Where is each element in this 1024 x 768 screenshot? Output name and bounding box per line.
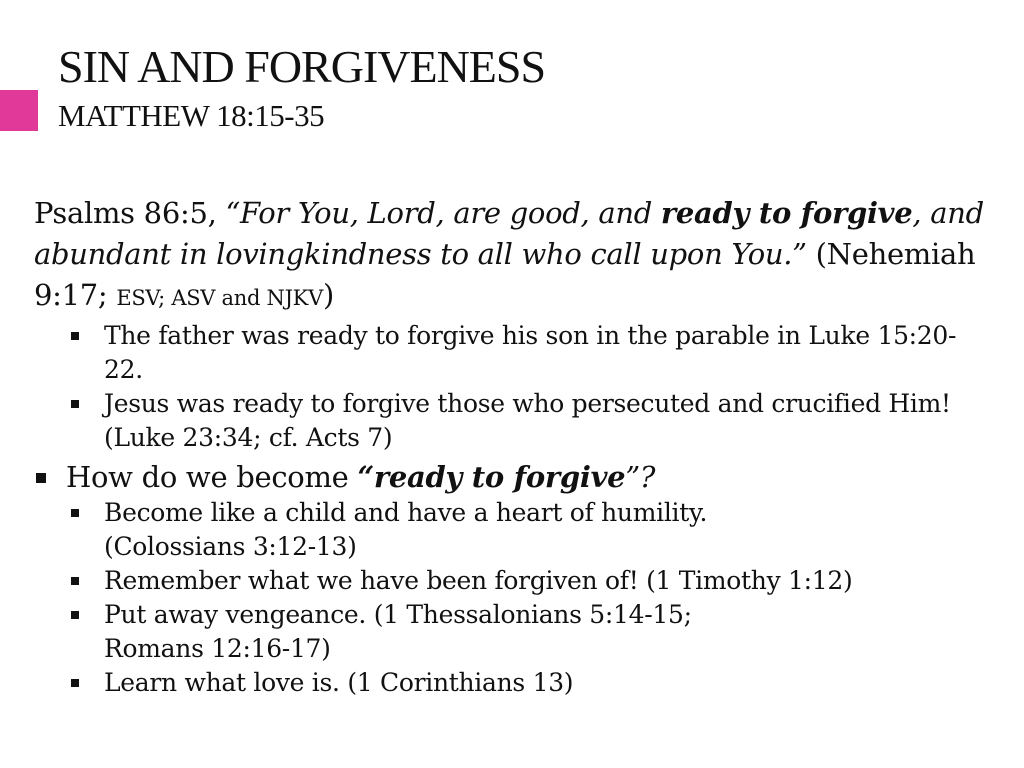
square-bullet-icon [71, 332, 79, 340]
list-item [34, 387, 984, 455]
question-item [34, 458, 984, 496]
question-list [34, 458, 984, 496]
accent-square [0, 90, 38, 131]
square-bullet-icon [36, 473, 46, 483]
square-bullet-icon [71, 679, 79, 687]
square-bullet-icon [71, 509, 79, 517]
list-item [34, 598, 984, 666]
list-item-text: Put away vengeance. (1 Thessalonians 5:14-15; [104, 600, 692, 629]
scripture-quote [34, 193, 984, 319]
list-item [34, 564, 984, 598]
square-bullet-icon [71, 611, 79, 619]
quote-cross-ref-close: ) [322, 278, 334, 312]
question-suffix: ”? [625, 460, 656, 494]
quote-emphasis: ready to forgive [660, 196, 913, 230]
list-item [34, 496, 984, 564]
question-emphasis: “ready to forgive [357, 460, 626, 494]
list-item [34, 319, 984, 387]
list-item-text: Learn what love is. (1 Corinthians 13) [104, 668, 574, 697]
list-item [34, 666, 984, 700]
list-item-text: Jesus was ready to forgive those who persecuted and crucified Him! (Luke 23:34; cf. Acts 7) [104, 389, 951, 452]
list-item-text-line2: Romans 12:16-17) [104, 634, 331, 663]
slide-title: SIN AND FORGIVENESS [58, 41, 546, 92]
quote-text-part1: “For You, Lord, are good, and [225, 196, 661, 230]
quote-versions: ESV; ASV and NJKV [116, 286, 323, 310]
steps-list [34, 496, 984, 700]
quote-cross-ref-open: (Nehemiah 9:17; [34, 237, 976, 312]
ready-points-list [34, 319, 984, 455]
slide-subtitle: MATTHEW 18:15-35 [58, 98, 325, 133]
slide-content [34, 193, 984, 700]
quote-text-part2: , and abundant in lovingkindness to all who call upon You.” [34, 196, 984, 271]
square-bullet-icon [71, 577, 79, 585]
list-item-text-line2: (Colossians 3:12-13) [104, 532, 357, 561]
question-prefix: How do we become [66, 460, 358, 494]
list-item-text: Remember what we have been forgiven of! (1 Timothy 1:12) [104, 566, 853, 595]
quote-reference: Psalms 86:5, [34, 196, 226, 230]
list-item-text: Become like a child and have a heart of humility. [104, 498, 708, 527]
square-bullet-icon [71, 400, 79, 408]
list-item-text: The father was ready to forgive his son in the parable in Luke 15:20-22. [104, 321, 957, 384]
